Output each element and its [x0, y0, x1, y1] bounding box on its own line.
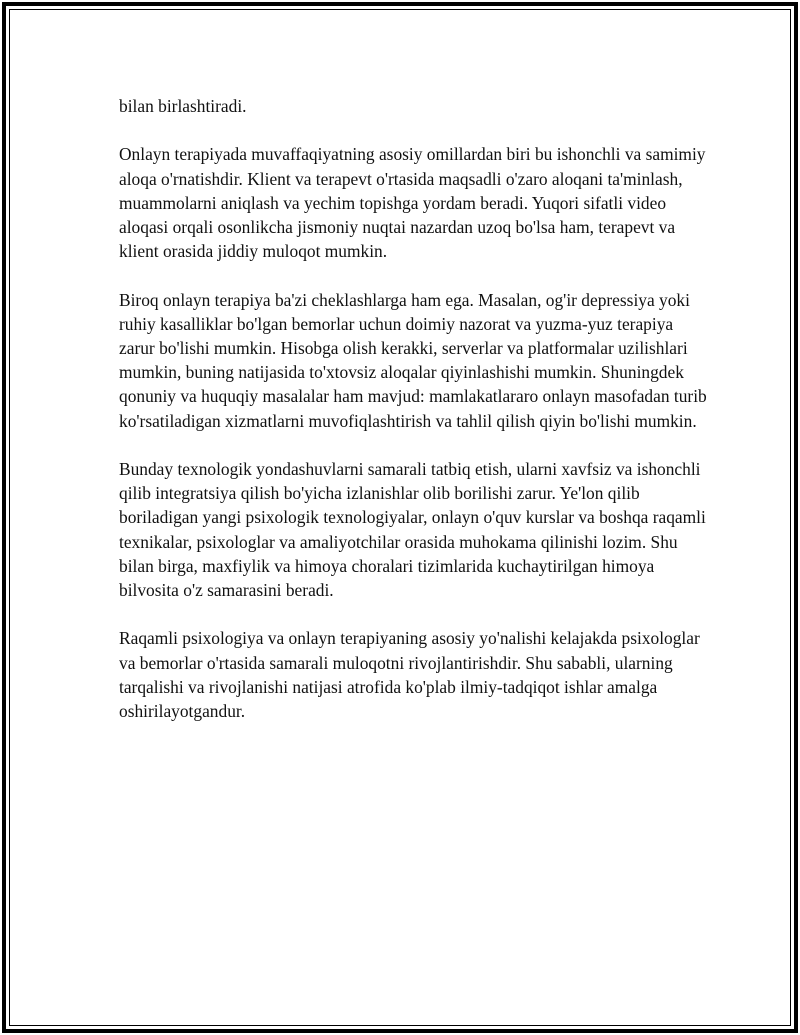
paragraph-2: Onlayn terapiyada muvaffaqiyatning asosiy omillardan biri bu ishonchli va samimiy aloqa o'rnatishdir. Klient va terapevt o'rtasida maqsadli o'zaro aloqani ta'minlash, muammolarni aniqlash va yechim topishga yordam beradi. Yuqori sifatli video aloqasi orqali osonlikcha jismoniy nuqtai nazardan uzoq bo'lsa ham, terapevt va klient orasida jiddiy muloqot mumkin.: [119, 144, 706, 262]
paragraph-5: Raqamli psixologiya va onlayn terapiyaning asosiy yo'nalishi kelajakda psixologlar va bemorlar o'rtasida samarali muloqotni rivojlantirishdir. Shu sababli, ularning tarqalishi va rivojlanishi natijasi atrofida ko'plab ilmiy-tadqiqot ishlar amalga oshirilayotgandur.: [119, 628, 700, 722]
paragraph-4: Bunday texnologik yondashuvlarni samarali tatbiq etish, ularni xavfsiz va ishonchli qilib integratsiya qilish bo'yicha izlanishlar olib borilishi zarur. Ye'lon qilib boriladigan yangi psixologik texnologiyalar, onlayn o'quv kurslar va boshqa raqamli texnikalar, psixologlar va amaliyotchilar orasida muhokama qilinishi lozim. Shu bilan birga, maxfiylik va himoya choralari tizimlarida kuchaytirilgan himoya bilvosita o'z samarasini beradi.: [119, 459, 706, 601]
paragraph-3: Biroq onlayn terapiya ba'zi cheklashlarga ham ega. Masalan, og'ir depressiya yoki ruhiy kasalliklar bo'lgan bemorlar uchun doimiy nazorat va yuzma-yuz terapiya zarur bo'lishi mumkin. Hisobga olish kerakki, serverlar va platformalar uzilishlari mumkin, buning natijasida to'xtovsiz aloqalar qiyinlashishi mumkin. Shuningdek qonuniy va huquqiy masalalar ham mavjud: mamlakatlararo onlayn masofadan turib ko'rsatiladigan xizmatlarni muvofiqlashtirish va tahlil qilish qiyin bo'lishi mumkin.: [119, 289, 707, 431]
paragraph-1: bilan birlashtiradi.: [119, 96, 247, 116]
document-body: [119, 94, 709, 747]
page-frame: [2, 2, 798, 1033]
